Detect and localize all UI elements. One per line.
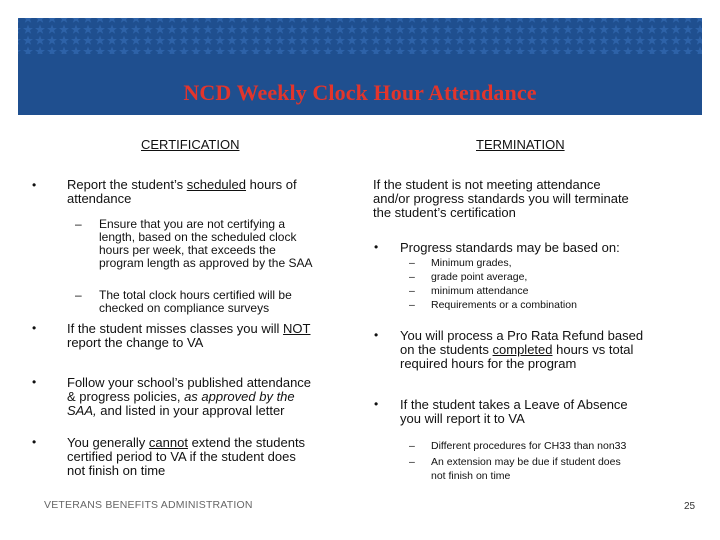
header-banner: [18, 18, 702, 115]
dash-mark: –: [409, 440, 415, 452]
dash-mark: –: [409, 456, 415, 468]
slide-title: NCD Weekly Clock Hour Attendance: [183, 80, 537, 105]
left-bullet-3: Follow your school’s published attendance & progress policies, as approved by the SAA, and listed in your approval letter: [67, 375, 312, 418]
right-intro: If the student is not meeting attendance and/or progress standards you will terminate the student’s certification: [373, 177, 629, 220]
bullet-dot: •: [374, 328, 379, 342]
left-bullet-2: If the student misses classes you will NOT report the change to VA: [67, 321, 311, 350]
right-bullet-2: You will process a Pro Rata Refund based on the students completed hours vs total required hours for the program: [400, 328, 644, 371]
bullet-dot: •: [374, 397, 379, 411]
right-sub-1: Different procedures for CH33 than non33: [431, 440, 627, 452]
footer-text: VETERANS BENEFITS ADMINISTRATION: [44, 499, 253, 511]
termination-heading: TERMINATION: [476, 137, 565, 152]
right-bullet-3: If the student takes a Leave of Absence you will report it to VA: [400, 397, 628, 426]
bullet-dot: •: [32, 375, 37, 389]
bullet-dot: •: [374, 240, 379, 254]
left-bullet-1: Report the student’s scheduled hours of attendance: [67, 177, 297, 206]
dash-mark: –: [75, 288, 82, 302]
right-sub-2: An extension may be due if student does not finish on time: [431, 456, 621, 482]
certification-heading: CERTIFICATION: [141, 137, 240, 152]
page-number: 25: [684, 501, 696, 512]
bullet-dot: •: [32, 321, 37, 335]
left-sub-2: The total clock hours certified will be checked on compliance surveys: [99, 288, 292, 315]
bullet-dot: •: [32, 178, 37, 192]
right-bullet-1: Progress standards may be based on:: [400, 240, 620, 255]
bullet-dot: •: [32, 435, 37, 449]
left-bullet-4: You generally cannot extend the students certified period to VA if the student does not finish on time: [67, 435, 306, 478]
progress-criteria-list: Minimum grades, grade point average, minimum attendance Requirements or a combination: [431, 257, 577, 311]
dash-column: – – – –: [409, 257, 415, 311]
left-sub-1: Ensure that you are not certifying a length, based on the scheduled clock hours per week, that exceeds the program length as approved by the SAA: [99, 217, 313, 270]
dash-mark: –: [75, 217, 82, 231]
